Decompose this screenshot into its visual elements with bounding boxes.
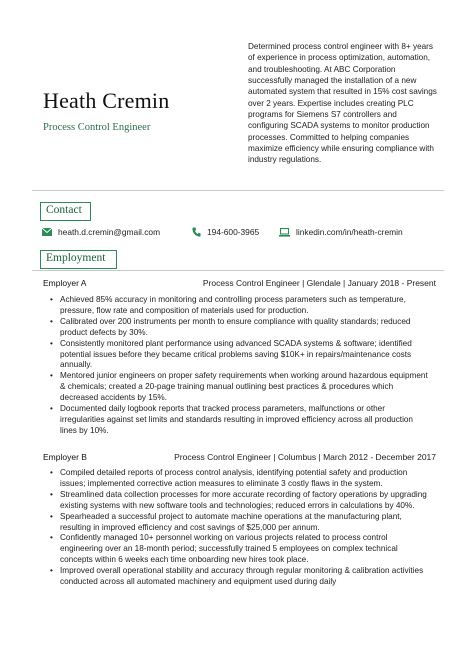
laptop-icon (279, 228, 290, 237)
job-header (43, 452, 436, 464)
list-item: • Compiled detailed reports of process control analysis, identifying potential safety and production issues; implemented corrective action measures to eliminate 3 costly flaws in the system. (48, 468, 428, 490)
contact-linkedin[interactable] (279, 227, 403, 237)
list-item: • Mentored junior engineers on proper safety requirements when working around hazardous equipment & chemicals; created a 20-page training manual outlining best practices & procedures which decreased accidents by 15%. (48, 371, 428, 404)
list-item: • Improved overall operational stability and accuracy through regular monitoring & calibration activities conducted across all automated machinery and equipment used during daily (48, 566, 428, 588)
job-employer: Employer B (43, 452, 87, 462)
candidate-name: Heath Cremin (43, 88, 170, 113)
list-item: • Achieved 85% accuracy in monitoring and controlling process parameters such as temperature, pressure, flow rate and composition of materials used for production. (48, 295, 428, 317)
employment-divider (32, 270, 444, 271)
linkedin-text: linkedin.com/in/heath-cremin (296, 227, 403, 237)
email-text: heath.d.cremin@gmail.com (58, 227, 161, 237)
contact-row (42, 227, 442, 241)
job-header (43, 278, 436, 290)
list-item: • Consistently monitored plant performance using advanced SCADA systems & software; identified potential issues before they became critical problems saving $10K+ in repairs/maintenance costs annually. (48, 339, 428, 372)
list-item: • Documented daily logbook reports that tracked process parameters, malfunctions or other irregularities against set limits and standards resulting in improved efficiency across all production lines by 10%. (48, 404, 428, 437)
employment-heading: Employment (40, 250, 117, 269)
phone-text: 194-600-3965 (207, 227, 260, 237)
summary-paragraph: Determined process control engineer with 8+ years of experience in process optimization, automation, and troubleshooting. At ABC Corporation successfully managed the installation of a new automated system that resulted in 15% cost savings over 2 years. Expertise includes creating PLC programs for Siemens S7 controllers and configuring SCADA systems to monitor production processes. Committed to helping companies maximize efficiency while ensuring compliance with industry regulations. (248, 42, 437, 165)
list-item: • Streamlined data collection processes for more accurate recording of factory operations by upgrading existing systems with new software tools and technologies; reduced errors in calculations by 40%. (48, 490, 428, 512)
candidate-title: Process Control Engineer (43, 122, 151, 133)
job-bullets (48, 468, 428, 588)
job-employer: Employer A (43, 278, 87, 288)
contact-email[interactable] (42, 227, 160, 237)
contact-phone[interactable] (192, 227, 259, 237)
envelope-icon (42, 228, 52, 236)
list-item: • Spearheaded a successful project to automate machine operations at the manufacturing plant, resulting in improved efficiency and cost savings of $25,000 per annum. (48, 512, 428, 534)
job-meta: Process Control Engineer | Glendale | January 2018 - Present (202, 278, 436, 288)
header-divider (32, 190, 444, 191)
phone-icon (192, 227, 201, 237)
list-item: • Confidently managed 10+ personnel working on various projects related to process control engineering over an 18-month period; successfully trained 5 employees on complex technical concepts within 6 weeks each time onboarding new hires took place. (48, 533, 428, 566)
job-meta: Process Control Engineer | Columbus | March 2012 - December 2017 (174, 452, 436, 462)
list-item: • Calibrated over 200 instruments per month to ensure compliance with quality standards; reduced product defects by 30%. (48, 317, 428, 339)
contact-heading: Contact (40, 202, 91, 221)
job-bullets (48, 295, 428, 437)
